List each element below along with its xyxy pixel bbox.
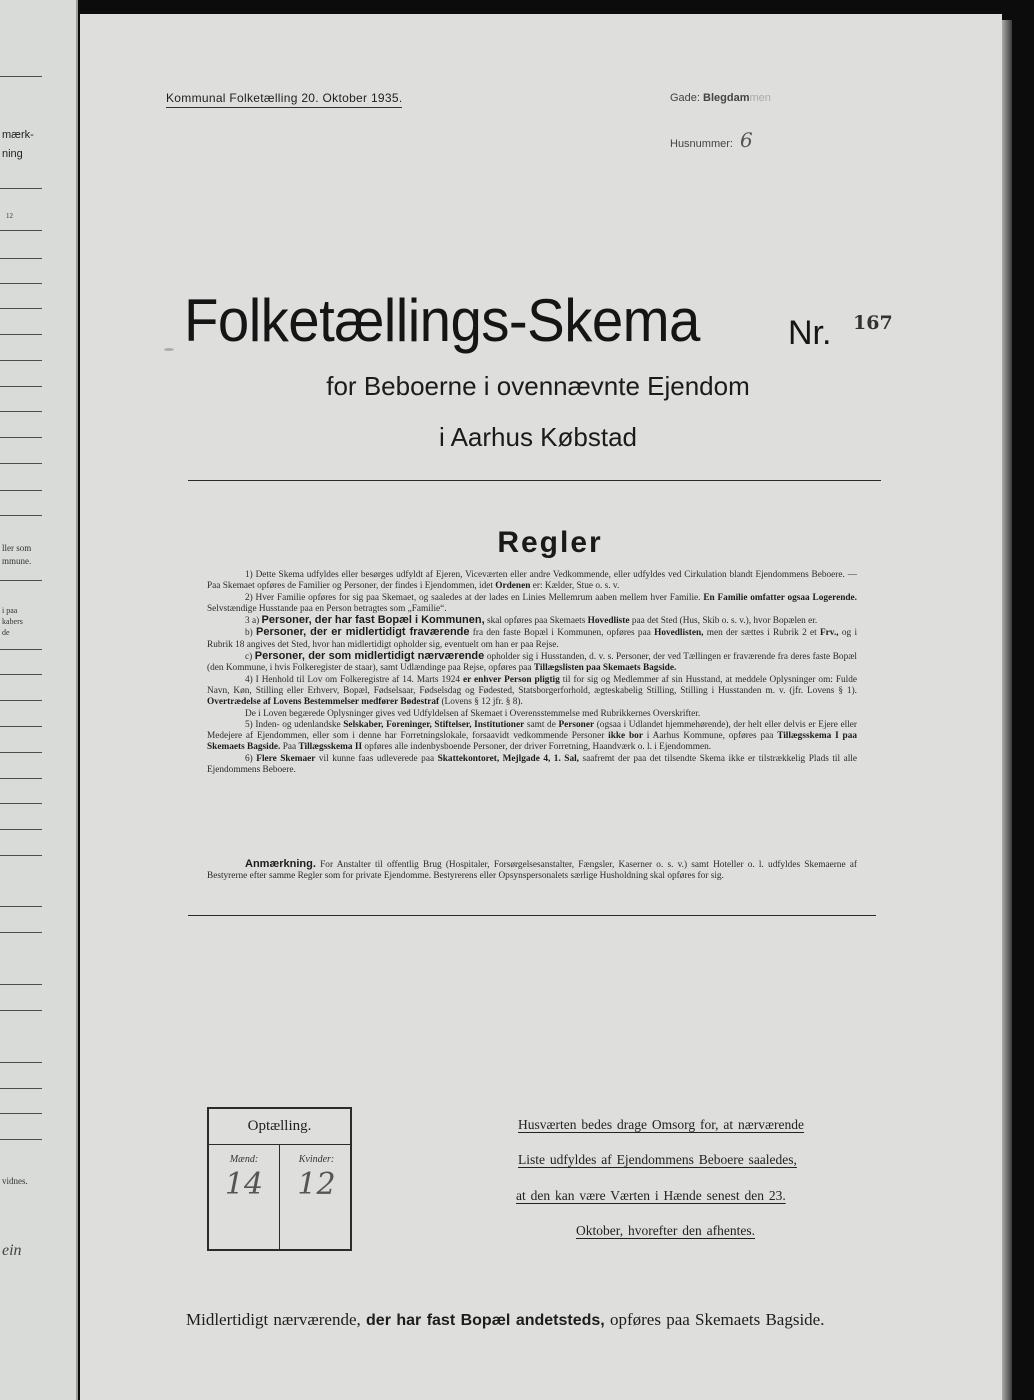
street-value: Blegdammen — [703, 92, 771, 104]
facing-page-rule — [0, 437, 42, 438]
divider — [188, 480, 881, 481]
census-header: Kommunal Folketælling 20. Oktober 1935. — [166, 91, 402, 108]
facing-page-label: mmune. — [2, 556, 32, 566]
notice-line: Husværten bedes drage Omsorg for, at nærværende — [518, 1117, 805, 1132]
facing-page-rule — [0, 308, 42, 309]
facing-page-label: ning — [2, 148, 23, 160]
tally-women-value: 12 — [297, 1167, 336, 1202]
facing-page-rule — [0, 674, 42, 675]
rule-paragraph: c) Personer, der som midlertidigt nærværende opholder sig i Husstanden, d. v. s. Personer, der ved Tællingen er fraværende fra deres faste Bopæl (den Kommune, i hvis Folkeregister de staar), samt Udlændinge paa Rejse, opføres paa Tillægslisten paa Skemaets Bagside. — [207, 650, 858, 674]
remark — [207, 859, 857, 883]
rule-paragraph: De i Loven begærede Oplysninger gives ved Udfyldelsen af Skemaet i Overensstemmelse med Rubrikkernes Overskrifter. — [245, 708, 701, 719]
facing-page-rule — [0, 230, 42, 231]
rule-paragraph: 3 a) Personer, der har fast Bopæl i Kommunen, skal opføres paa Skemaets Hovedliste paa det Sted (Hus, Skib o. s. v.), hvor Bopælen er. — [245, 614, 818, 627]
facing-page-rule — [0, 360, 42, 361]
facing-page-rule — [0, 188, 42, 189]
rule-paragraph: 6) Flere Skemaer vil kunne faas udleverede paa Skattekontoret, Mejlgade 4, 1. Sal, saafremt der paa det tilsendte Skema ikke er tilstrækkelig Plads til alle Ejendommens Beboere. — [207, 753, 858, 776]
rules-heading: Regler — [497, 526, 603, 559]
facing-page-label: de — [2, 628, 10, 637]
facing-page-rule — [0, 778, 42, 779]
facing-page-rule — [0, 932, 42, 933]
notice-line: Oktober, hvorefter den afhentes. — [576, 1223, 756, 1238]
facing-page-rule — [0, 490, 42, 491]
facing-page-rule — [0, 334, 42, 335]
tally-box — [207, 1107, 352, 1251]
rule-paragraph: 5) Inden- og udenlandske Selskaber, Foreninger, Stiftelser, Institutioner samt de Personer (ogsaa i Udlandet hjemmehørende), der helt eller delvis er Ejere eller Medejere af Ejendommen, eller som i denne har Forretningslokale, forsaavidt vedkommende Personer ikke bor i Aarhus Kommune, opføres paa Tillægsskema I paa Skemaets Bagside. Paa Tillægsskema II opføres alle indenbysboende Personer, der driver Forretning, Haandværk o. l. i Ejendommen. — [207, 719, 858, 753]
ink-smudge — [164, 348, 174, 351]
facing-page-label: 12 — [6, 212, 13, 220]
divider — [188, 915, 876, 916]
tally-title: Optælling. — [209, 1109, 350, 1145]
tally-men-value: 14 — [224, 1167, 264, 1202]
facing-page-rule — [0, 411, 42, 412]
facing-page — [0, 0, 78, 1400]
facing-page-label: kabers — [2, 617, 23, 626]
rule-paragraph: 4) I Henhold til Lov om Folkeregistre af 14. Marts 1924 er enhver Person pligtig til for sig og Medlemmer af sin Husstand, at meddele Oplysninger om: Fulde Navn, Køn, Stilling eller Erhverv, Bopæl, Fødselsaar, Fødselsdag og Fødested, Statsborgerforhold, ægteskabelig Stilling, Stilling i Husstanden m. v. (jfr. Lovens § 1). Overtrædelse af Lovens Bestemmelser medfører Bødestraf (Lovens § 12 jfr. § 8). — [207, 674, 858, 708]
form-number-label: Nr. — [788, 314, 832, 352]
facing-page-rule — [0, 283, 42, 284]
facing-page-rule — [0, 855, 42, 856]
facing-page-rule — [0, 258, 42, 259]
rules-text — [207, 570, 857, 776]
facing-page-rule — [0, 76, 42, 77]
facing-page-rule — [0, 1010, 42, 1011]
house-number-field — [670, 128, 753, 152]
facing-page-rule — [0, 580, 42, 581]
footer-note: Midlertidigt nærværende, der har fast Bopæl andetsteds, opføres paa Skemaets Bagside. — [186, 1310, 825, 1329]
house-number-label: Husnummer: — [670, 138, 733, 150]
tally-men-label: Mænd: — [229, 1154, 259, 1165]
facing-page-rule — [0, 752, 42, 753]
facing-page-rule — [0, 1113, 42, 1114]
form-title: Folketællings-Skema — [184, 287, 700, 354]
remark-label: Anmærkning. — [245, 858, 316, 870]
facing-page-rule — [0, 906, 42, 907]
facing-page-rule — [0, 1088, 42, 1089]
notice-line: Liste udfyldes af Ejendommens Beboere saaledes, — [518, 1152, 797, 1167]
tally-men-column — [209, 1145, 280, 1249]
facing-page-rule — [0, 803, 42, 804]
rule-paragraph: b) Personer, der er midlertidigt fraværende fra den faste Bopæl i Kommunen, opføres paa Hovedlisten, men der sættes i Rubrik 2 et Frv., og i Rubrik 18 angives det Sted, hvor han midlertidigt opholder sig, eventuelt om han er paa Rejse. — [207, 626, 858, 650]
tally-women-column — [281, 1145, 352, 1249]
facing-page-rule — [0, 463, 42, 464]
facing-page-rule — [0, 1062, 42, 1063]
street-field — [670, 92, 771, 104]
facing-page-rule — [0, 1139, 42, 1140]
house-number-value: 6 — [740, 128, 753, 152]
facing-page-rule — [0, 649, 42, 650]
facing-page-signature: ein — [2, 1242, 22, 1259]
remark-paragraph: Anmærkning. For Anstalter til offentlig Brug (Hospitaler, Forsørgelsesanstalter, Fængsler, Kaserner o. s. v.) samt Hoteller o. l. udfyldes Skemaerne af Bestyrerne efter samme Regler som for private Ejendomme. Bestyrerens eller Opsynspersonalets særlige Husholdning skal opføres for sig. — [207, 858, 857, 882]
facing-page-rule — [0, 829, 42, 830]
notice-line: at den kan være Værten i Hænde senest den 23. — [516, 1188, 786, 1203]
facing-page-rule — [0, 700, 42, 701]
facing-page-label: vidnes. — [2, 1176, 28, 1186]
census-form-page — [80, 14, 1002, 1400]
facing-page-rule — [0, 726, 42, 727]
facing-page-rule — [0, 984, 42, 985]
rule-paragraph: 2) Hver Familie opføres for sig paa Skemaet, og saaledes at der lades en Linies Mellemrum aaben mellem hver Familie. En Familie omfatter ogsaa Logerende. Selvstændige Husstande paa en Person betragtes som „Familie“. — [207, 592, 857, 614]
facing-page-label: ller som — [2, 543, 32, 553]
rule-paragraph: 1) Dette Skema udfyldes eller besørges udfyldt af Ejeren, Viceværten eller andre Vedkommende, eller udfyldes ved Cirkulation blandt Ejendommens Beboere. — Paa Skemaet opføres de Familier og Personer, der findes i Ejendommen, idet Ordenen er: Kælder, Stue o. s. v. — [207, 570, 857, 592]
facing-page-label: i paa — [2, 606, 18, 615]
facing-page-rule — [0, 515, 42, 516]
tally-women-label: Kvinder: — [298, 1154, 335, 1165]
form-number-value: 167 — [853, 312, 893, 334]
form-subtitle-city: i Aarhus Købstad — [439, 422, 637, 452]
street-label: Gade: — [670, 92, 700, 104]
facing-page-rule — [0, 386, 42, 387]
facing-page-label: mærk- — [2, 129, 34, 141]
form-subtitle: for Beboerne i ovennævnte Ejendom — [326, 371, 750, 401]
